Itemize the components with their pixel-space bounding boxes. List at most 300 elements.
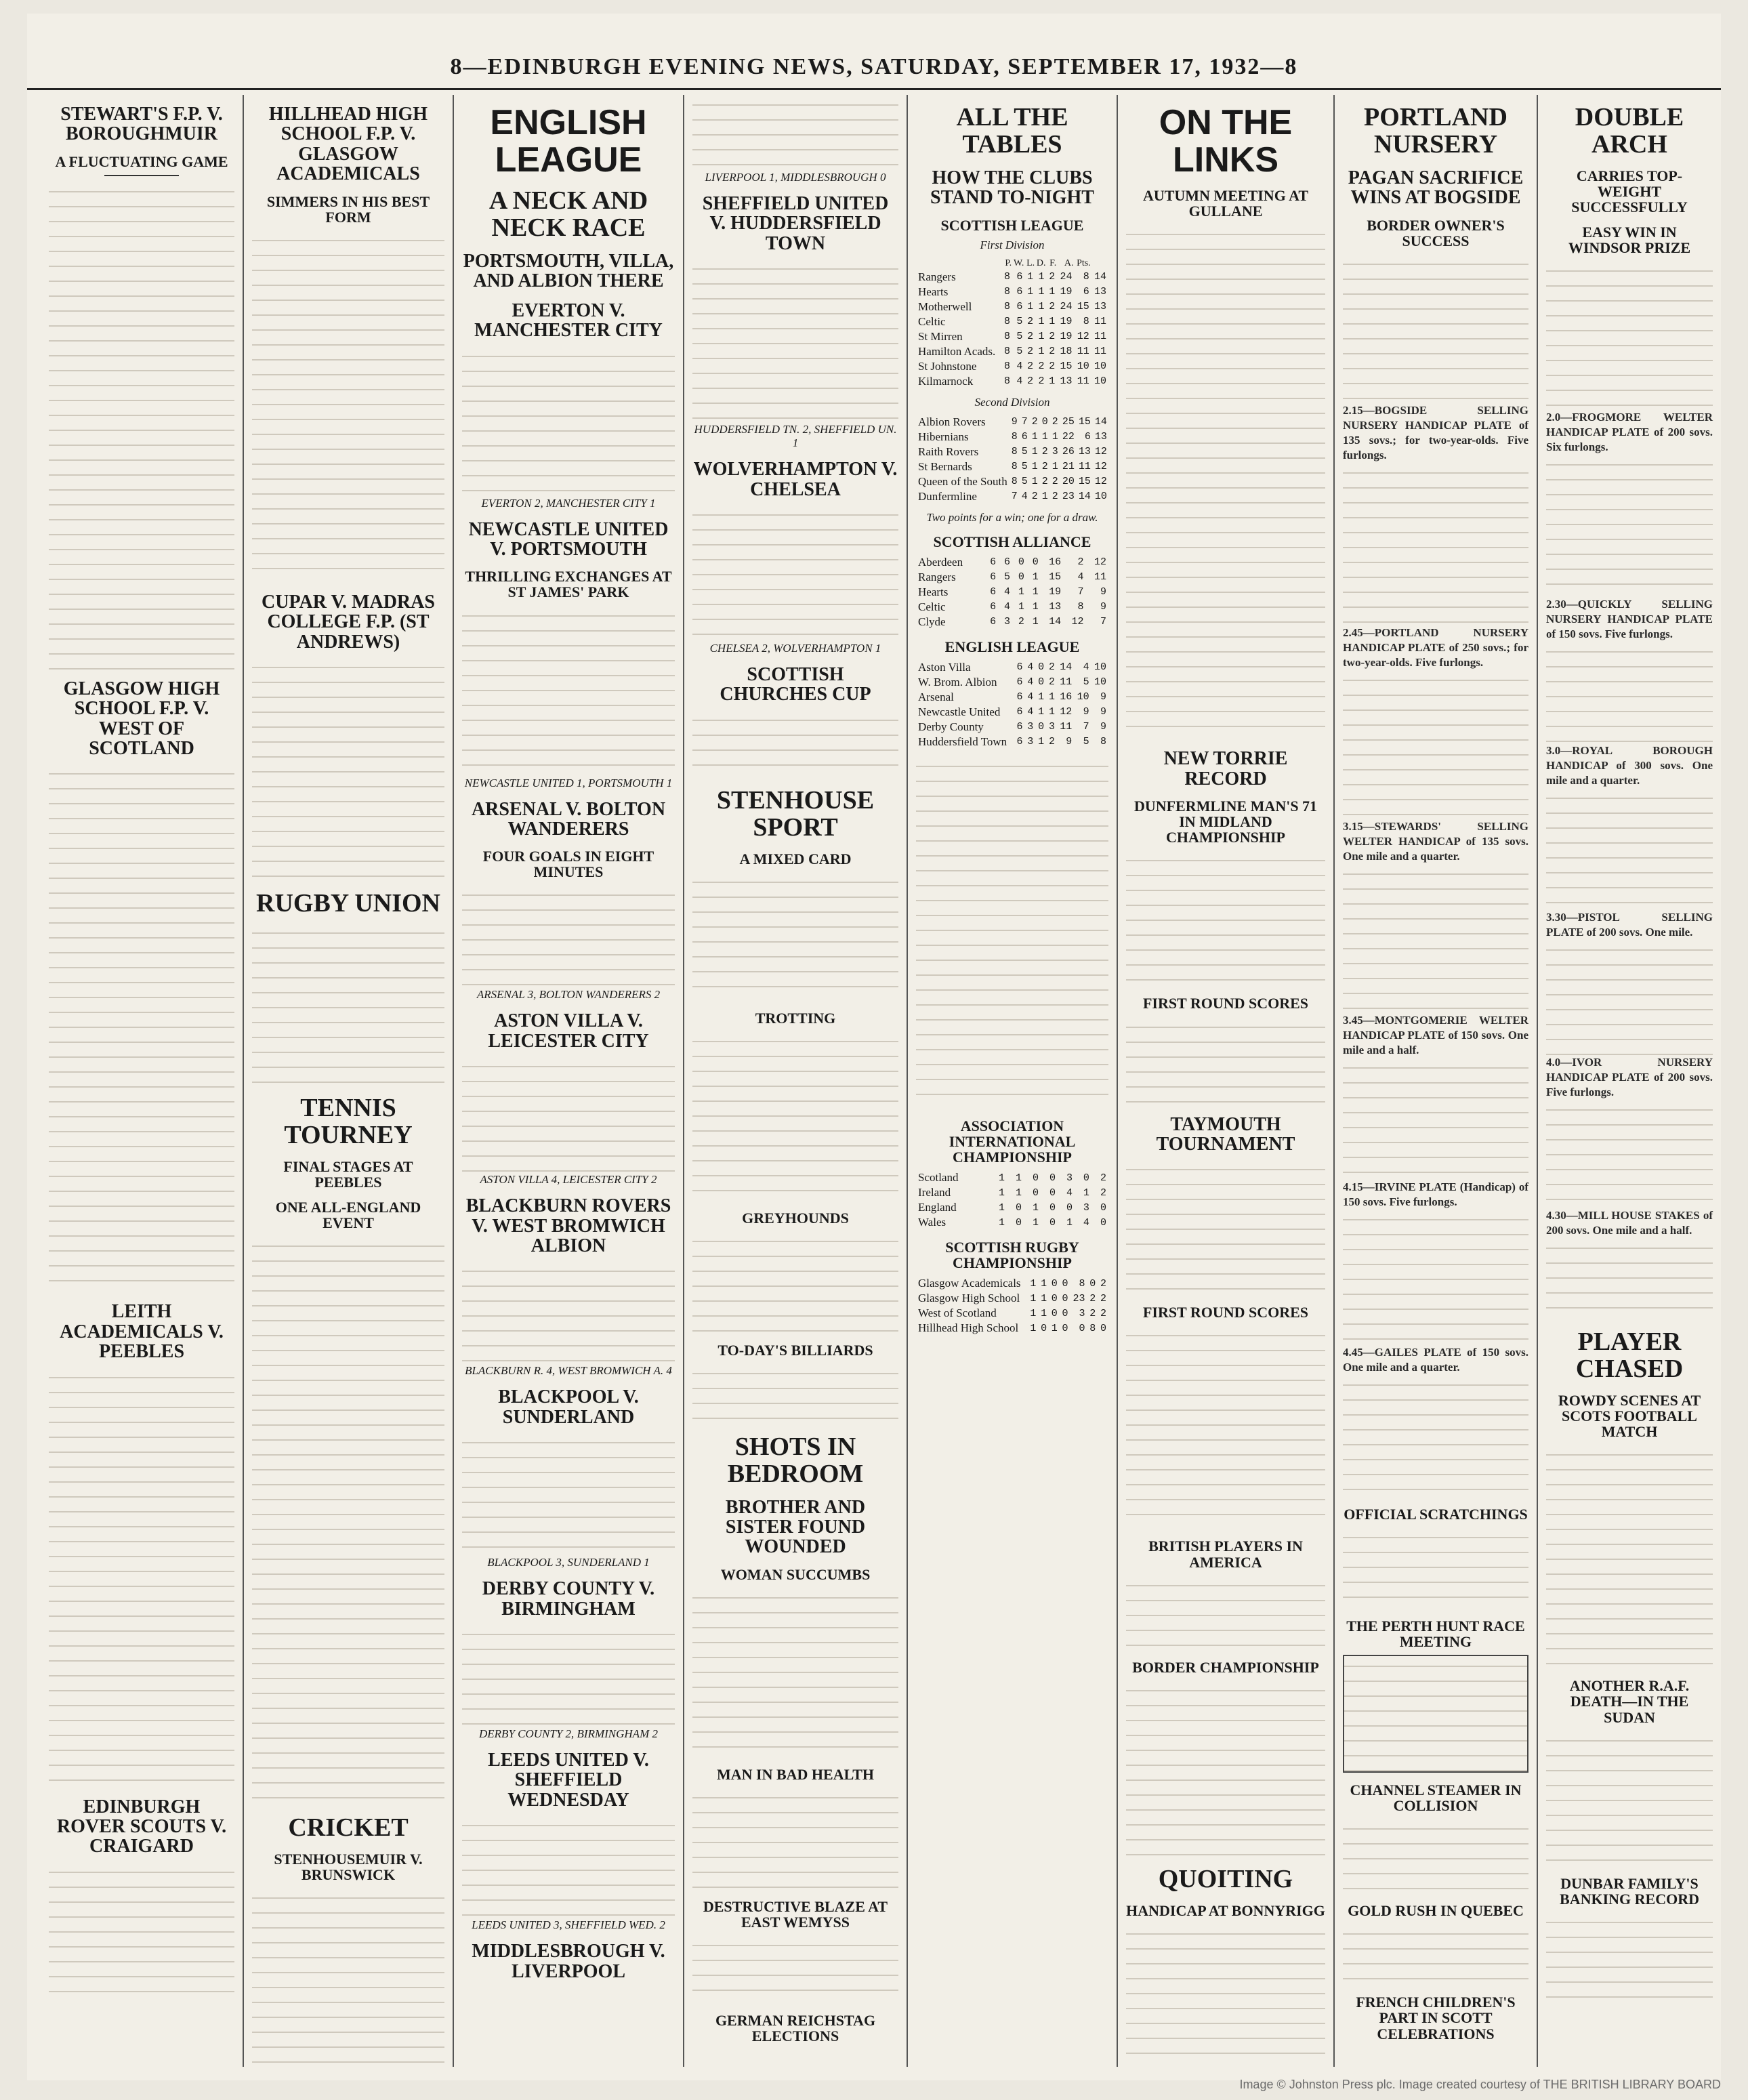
divider <box>104 175 179 176</box>
stat-cell: 2 <box>1041 461 1048 473</box>
stat-cell: 6 <box>1003 556 1010 569</box>
article-body <box>49 764 234 1292</box>
race-card <box>1343 1058 1528 1180</box>
stat-cell: 1 <box>1038 316 1045 328</box>
article-body <box>692 710 898 778</box>
stat-cell: 1 <box>1041 1292 1047 1304</box>
table-row <box>916 600 1108 615</box>
headline: SCOTTISH CHURCHES CUP <box>720 663 871 705</box>
team-name: West of Scotland <box>918 1306 997 1320</box>
subheadline: CARRIES TOP-WEIGHT SUCCESSFULLY <box>1571 167 1688 215</box>
stat-cell: 10 <box>1094 375 1106 388</box>
table-row <box>916 359 1108 374</box>
article-body <box>252 230 444 583</box>
stat-cell: 2 <box>1089 1307 1096 1319</box>
article-body <box>1546 261 1713 410</box>
stat-cell: 5 <box>1021 476 1028 488</box>
stat-cell: 6 <box>1016 676 1023 688</box>
stat-cell: 1 <box>1048 691 1055 703</box>
stat-cell: 4 <box>1016 361 1023 373</box>
subheadline: FOUR GOALS IN EIGHT MINUTES <box>482 848 654 881</box>
stat-cell: 2 <box>1100 1277 1106 1290</box>
column-7 <box>1335 95 1538 2067</box>
team-name: Hibernians <box>918 430 969 443</box>
stat-cell: 1 <box>999 1216 1005 1229</box>
stat-cell: 3 <box>1066 1172 1073 1184</box>
stat-cell: 1 <box>1049 286 1056 298</box>
race-card <box>1546 642 1713 743</box>
subheadline: FINAL STAGES AT PEEBLES <box>283 1157 413 1191</box>
stat-cell: 21 <box>1062 461 1075 473</box>
stat-cell: 3 <box>1079 1307 1085 1319</box>
stat-cell: 7 <box>1011 491 1018 503</box>
stat-cell: 9 <box>1100 586 1106 598</box>
subheadline: PAGAN SACRIFICE WINS AT BOGSIDE <box>1348 167 1524 209</box>
stat-cell: 12 <box>1077 331 1089 343</box>
article-body <box>692 872 898 1001</box>
stat-cell: 12 <box>1094 461 1107 473</box>
division-label: Second Division <box>974 395 1050 409</box>
stat-cell: 15 <box>1060 361 1073 373</box>
stat-cell: 3 <box>1003 616 1010 628</box>
article-body <box>252 923 444 1086</box>
table-row <box>916 415 1109 430</box>
team-name: Rangers <box>918 270 956 283</box>
stat-cell: 26 <box>1062 446 1075 458</box>
stat-cell: 14 <box>1049 616 1062 628</box>
stat-cell: 1 <box>1049 375 1056 388</box>
stat-cell: 1 <box>1051 1322 1058 1334</box>
team-name: Aston Villa <box>918 660 971 674</box>
english-league-table <box>916 660 1108 749</box>
team-name: Albion Rovers <box>918 415 986 428</box>
stat-cell: 2 <box>1031 491 1038 503</box>
stat-cell: 23 <box>1062 491 1075 503</box>
headline: QUOITING <box>1158 1864 1293 1893</box>
stat-cell: 19 <box>1060 331 1073 343</box>
team-name: England <box>918 1201 957 1214</box>
team-name: St Bernards <box>918 459 972 473</box>
stat-cell: 8 <box>1004 316 1011 328</box>
stat-cell: 4 <box>1003 601 1010 613</box>
stat-cell: 1 <box>1041 491 1048 503</box>
subheadline: HANDICAP AT BONNYRIGG <box>1126 1901 1325 1919</box>
race-card <box>1343 463 1528 625</box>
stat-cell: 0 <box>1051 1292 1058 1304</box>
stat-cell: 1 <box>1049 316 1056 328</box>
stat-cell: 7 <box>1100 616 1106 628</box>
stat-cell: 2 <box>1048 676 1055 688</box>
stat-cell: 2 <box>1038 375 1045 388</box>
team-name: Queen of the South <box>918 474 1007 488</box>
column-5 <box>908 95 1118 2067</box>
stat-cell: 1 <box>1032 616 1039 628</box>
result: HUDDERSFIELD TN. 2, SHEFFIELD UN. 1 <box>694 423 897 450</box>
stat-cell: 11 <box>1094 316 1106 328</box>
stat-cell: 8 <box>1004 331 1011 343</box>
stat-cell: 15 <box>1077 301 1089 313</box>
table-row <box>916 1215 1108 1230</box>
stat-cell: 2 <box>1049 271 1056 283</box>
stat-cell: 1 <box>1048 706 1055 718</box>
stat-cell: 1 <box>1066 1216 1073 1229</box>
stat-cell: 0 <box>1049 1201 1056 1214</box>
race-card <box>1343 1210 1528 1345</box>
subheadline: A MIXED CARD <box>739 850 852 867</box>
article-body <box>462 1815 675 1917</box>
stat-cell: 7 <box>1077 586 1084 598</box>
stat-cell: 19 <box>1060 316 1073 328</box>
stat-cell: 2 <box>1077 556 1084 569</box>
column-3 <box>454 95 684 2067</box>
article-body <box>252 1888 444 2067</box>
race-heading: 4.45—GAILES PLATE of 150 sovs. One mile and a quarter. <box>1343 1345 1528 1374</box>
stat-cell: 0 <box>1015 1216 1022 1229</box>
stat-cell: 2 <box>1018 616 1024 628</box>
team-name: Glasgow Academicals <box>918 1277 1021 1290</box>
column-header: F. <box>1049 258 1057 268</box>
stat-cell: 0 <box>1015 1201 1022 1214</box>
stat-cell: 1 <box>999 1172 1005 1184</box>
headline: TENNIS TOURNEY <box>284 1093 413 1149</box>
race-heading: 4.15—IRVINE PLATE (Handicap) of 150 sovs. Five furlongs. <box>1343 1180 1528 1208</box>
headline: THE PERTH HUNT RACE MEETING <box>1346 1617 1525 1650</box>
stat-cell: 9 <box>1100 601 1106 613</box>
team-name: Rangers <box>918 570 956 583</box>
stat-cell: 13 <box>1078 446 1091 458</box>
stat-cell: 6 <box>990 571 997 583</box>
stat-cell: 2 <box>1100 1172 1106 1184</box>
column-header <box>916 258 1001 270</box>
stat-cell: 1 <box>1030 1277 1037 1290</box>
stat-cell: 3 <box>1027 721 1034 733</box>
table-row <box>916 735 1108 749</box>
stat-cell: 2 <box>1038 361 1045 373</box>
stat-cell: 0 <box>1032 1187 1039 1199</box>
headline: GREYHOUNDS <box>742 1209 849 1227</box>
subheadline: ONE ALL-ENGLAND EVENT <box>275 1198 421 1231</box>
headline: ON THE LINKS <box>1159 103 1293 180</box>
stat-cell: 8 <box>1100 736 1106 748</box>
stat-cell: 1 <box>1032 601 1039 613</box>
article-body <box>462 1056 675 1172</box>
stat-cell: 8 <box>1011 446 1018 458</box>
stat-cell: 1 <box>1015 1187 1022 1199</box>
headline: GOLD RUSH IN QUEBEC <box>1348 1902 1524 1920</box>
stat-cell: 1 <box>1038 736 1045 748</box>
table-row <box>916 660 1108 675</box>
race-heading: 3.15—STEWARDS' SELLING WELTER HANDICAP of 135 sovs. One mile and a quarter. <box>1343 819 1528 863</box>
stat-cell: 10 <box>1077 361 1089 373</box>
stat-cell: 15 <box>1078 476 1091 488</box>
table-title: SCOTTISH RUGBY CHAMPIONSHIP <box>945 1239 1079 1272</box>
subheadline: THRILLING EXCHANGES AT ST JAMES' PARK <box>465 568 672 601</box>
article-body <box>1546 1731 1713 1866</box>
article-body <box>1126 224 1325 739</box>
match-heading: BLACKBURN ROVERS V. WEST BROMWICH ALBION <box>465 1195 671 1257</box>
article-body <box>1343 1819 1528 1893</box>
table-row <box>916 585 1108 600</box>
stat-cell: 6 <box>1083 286 1089 298</box>
article-body <box>1126 1159 1325 1295</box>
column-2 <box>244 95 454 2067</box>
article-body <box>462 346 675 495</box>
stat-cell: 4 <box>1021 491 1028 503</box>
table-row <box>916 720 1108 735</box>
stat-cell: 11 <box>1060 721 1073 733</box>
stat-cell: 12 <box>1094 446 1107 458</box>
stat-cell: 0 <box>1049 1187 1056 1199</box>
stat-cell: 12 <box>1071 616 1084 628</box>
stat-cell: 12 <box>1060 706 1073 718</box>
headline: ENGLISH LEAGUE <box>490 103 647 180</box>
race-heading: 3.30—PISTOL SELLING PLATE of 200 sovs. One mile. <box>1546 911 1713 939</box>
team-name: Dunfermline <box>918 489 977 503</box>
table-row <box>916 615 1108 630</box>
scottish-league-first-division-table <box>916 258 1108 389</box>
stat-cell: 1 <box>1032 586 1039 598</box>
newspaper-page <box>27 14 1721 2080</box>
stat-cell: 1 <box>1031 431 1038 443</box>
stat-cell: 6 <box>1016 301 1023 313</box>
team-name: Celtic <box>918 314 946 328</box>
stat-cell: 16 <box>1060 691 1073 703</box>
stat-cell: 1 <box>1031 461 1038 473</box>
result: LEEDS UNITED 3, SHEFFIELD WED. 2 <box>472 1918 665 1932</box>
table-row <box>916 430 1109 445</box>
race-card <box>1343 1375 1528 1497</box>
team-name: St Johnstone <box>918 359 977 373</box>
race-heading: 4.0—IVOR NURSERY HANDICAP PLATE of 200 sovs. Five furlongs. <box>1546 1056 1713 1099</box>
stat-cell: 0 <box>1032 556 1039 569</box>
headline: ANOTHER R.A.F. DEATH—IN THE SUDAN <box>1569 1677 1690 1726</box>
headline: RUGBY UNION <box>256 888 440 918</box>
stat-cell: 9 <box>1100 706 1106 718</box>
race-heading: 3.0—ROYAL BOROUGH HANDICAP of 300 sovs. One mile and a quarter. <box>1546 744 1713 787</box>
stat-cell: 1 <box>1015 1172 1022 1184</box>
article-body <box>462 1433 675 1555</box>
article-body <box>1126 1017 1325 1105</box>
stat-cell: 5 <box>1021 446 1028 458</box>
article-body <box>692 1231 898 1333</box>
stat-cell: 6 <box>1016 706 1023 718</box>
stat-cell: 25 <box>1062 416 1075 428</box>
international-championship-table <box>916 1170 1108 1230</box>
article-body <box>252 1236 444 1805</box>
article-body <box>462 885 675 987</box>
article-body <box>1343 254 1528 403</box>
stat-cell: 23 <box>1073 1292 1085 1304</box>
subheadline: AUTUMN MEETING AT GULLANE <box>1142 187 1309 220</box>
column-6 <box>1118 95 1335 2067</box>
stat-cell: 10 <box>1094 361 1106 373</box>
headline: FRENCH CHILDREN'S PART IN SCOTT CELEBRATIONS <box>1356 1994 1516 2042</box>
headline: CHANNEL STEAMER IN COLLISION <box>1350 1782 1522 1815</box>
headline: STENHOUSE SPORT <box>716 785 875 842</box>
headline: HILLHEAD HIGH SCHOOL F.P. V. GLASGOW ACADEMICALS <box>268 104 428 185</box>
stat-cell: 2 <box>1100 1187 1106 1199</box>
stat-cell: 2 <box>1027 375 1034 388</box>
team-name: Hillhead High School <box>918 1321 1019 1335</box>
table-title: ASSOCIATION INTERNATIONAL CHAMPIONSHIP <box>949 1117 1076 1166</box>
team-name: Motherwell <box>918 300 972 313</box>
stat-cell: 13 <box>1060 375 1073 388</box>
stat-cell: 0 <box>1062 1322 1068 1334</box>
table-row <box>916 1306 1108 1321</box>
subheadline: A NECK AND NECK RACE <box>488 186 648 243</box>
table-row <box>916 374 1108 389</box>
stat-cell: 0 <box>1083 1172 1089 1184</box>
stat-cell: 1 <box>1018 586 1024 598</box>
stat-cell: 6 <box>1021 431 1028 443</box>
team-name: Hearts <box>918 285 949 298</box>
stat-cell: 10 <box>1094 661 1106 674</box>
stat-cell: 19 <box>1049 586 1062 598</box>
stat-cell: 0 <box>1079 1322 1085 1334</box>
column-4 <box>684 95 908 2067</box>
headline: TAYMOUTH TOURNAMENT <box>1156 1113 1295 1155</box>
stat-cell: 15 <box>1078 416 1091 428</box>
stat-cell: 2 <box>1049 361 1056 373</box>
subheadline: A FLUCTUATING GAME <box>55 152 228 170</box>
headline: CRICKET <box>288 1813 409 1842</box>
race-heading: 3.45—MONTGOMERIE WELTER HANDICAP PLATE of 150 sovs. One mile and a half. <box>1343 1013 1528 1056</box>
headline: PORTLAND NURSERY <box>1364 103 1507 159</box>
table-row <box>916 1170 1108 1185</box>
stat-cell: 0 <box>1038 721 1045 733</box>
headline: GLASGOW HIGH SCHOOL F.P. V. WEST OF SCOTLAND <box>63 678 220 760</box>
stat-cell: 24 <box>1060 271 1073 283</box>
stat-cell: 11 <box>1077 375 1089 388</box>
stat-cell: 0 <box>1049 1216 1056 1229</box>
table-row <box>916 1321 1108 1336</box>
stat-cell: 8 <box>1011 431 1018 443</box>
column-header: L. <box>1026 258 1035 268</box>
article-body <box>692 95 898 169</box>
headline: SHOTS IN BEDROOM <box>727 1432 864 1488</box>
article-body <box>692 1363 898 1424</box>
column-8 <box>1538 95 1721 2067</box>
table-row <box>916 705 1108 720</box>
stat-cell: 13 <box>1094 301 1106 313</box>
article-body <box>1126 850 1325 986</box>
headline: OFFICIAL SCRATCHINGS <box>1344 1505 1528 1523</box>
stat-cell: 14 <box>1094 416 1107 428</box>
team-name: Arsenal <box>918 690 954 703</box>
match-heading: MIDDLESBROUGH V. LIVERPOOL <box>472 1941 665 1982</box>
stat-cell: 6 <box>990 556 997 569</box>
stat-cell: 8 <box>1004 346 1011 358</box>
stat-cell: 0 <box>1100 1201 1106 1214</box>
article-body <box>1126 1325 1325 1529</box>
table-row <box>916 1276 1108 1291</box>
team-name: St Mirren <box>918 329 963 343</box>
stat-cell: 20 <box>1062 476 1075 488</box>
article-body <box>462 606 675 775</box>
stat-cell: 6 <box>1016 736 1023 748</box>
stat-cell: 1 <box>1027 301 1034 313</box>
team-name: Scotland <box>918 1171 959 1185</box>
subheadline: STENHOUSEMUIR V. BRUNSWICK <box>274 1850 423 1883</box>
race-card <box>1546 1100 1713 1208</box>
article-body <box>1343 1924 1528 1985</box>
stat-cell: 11 <box>1078 461 1091 473</box>
result: LIVERPOOL 1, MIDDLESBROUGH 0 <box>705 171 886 184</box>
stat-cell: 3 <box>1048 721 1055 733</box>
table-row <box>916 270 1108 285</box>
table-row <box>916 690 1108 705</box>
table-row <box>916 344 1108 359</box>
stat-cell: 2 <box>1041 446 1048 458</box>
stat-cell: 1 <box>1027 271 1034 283</box>
headline: GERMAN REICHSTAG ELECTIONS <box>715 2012 876 2045</box>
article-body <box>49 182 234 670</box>
stat-cell: 0 <box>1041 1322 1047 1334</box>
stat-cell: 6 <box>1016 661 1023 674</box>
stat-cell: 8 <box>1004 286 1011 298</box>
table-row <box>916 555 1108 570</box>
subheadline: FIRST ROUND SCORES <box>1142 995 1309 1012</box>
table-title: SCOTTISH LEAGUE <box>940 216 1084 234</box>
stat-cell: 19 <box>1060 286 1073 298</box>
stat-cell: 0 <box>1100 1322 1106 1334</box>
stat-cell: 8 <box>1083 271 1089 283</box>
stat-cell: 9 <box>1100 721 1106 733</box>
stat-cell: 8 <box>1011 461 1018 473</box>
subheadline: WOMAN SUCCUMBS <box>720 1565 871 1583</box>
race-heading: 4.30—MILL HOUSE STAKES of 200 sovs. One mile and a half. <box>1546 1209 1713 1237</box>
stat-cell: 1 <box>1038 331 1045 343</box>
stat-cell: 6 <box>1084 431 1091 443</box>
column-header: D. <box>1036 258 1046 268</box>
headline: CUPAR V. MADRAS COLLEGE F.P. (ST ANDREWS) <box>262 591 435 653</box>
stat-cell: 0 <box>1066 1201 1073 1214</box>
table-row <box>916 314 1108 329</box>
stat-cell: 2 <box>1052 491 1058 503</box>
stat-cell: 1 <box>1031 446 1038 458</box>
stat-cell: 2 <box>1027 331 1034 343</box>
team-name: Wales <box>918 1216 946 1229</box>
scottish-alliance-table <box>916 555 1108 630</box>
result: BLACKBURN R. 4, WEST BROMWICH A. 4 <box>465 1364 672 1378</box>
stat-cell: 4 <box>1083 661 1089 674</box>
team-name: Glasgow High School <box>918 1292 1020 1305</box>
match-heading: BLACKPOOL V. SUNDERLAND <box>498 1386 639 1428</box>
subheadline: PORTSMOUTH, VILLA, AND ALBION THERE <box>463 250 674 292</box>
article-body <box>1126 1681 1325 1857</box>
stat-cell: 6 <box>990 601 997 613</box>
stat-cell: 5 <box>1016 316 1023 328</box>
stat-cell: 13 <box>1049 601 1062 613</box>
stat-cell: 4 <box>1027 691 1034 703</box>
table-row <box>916 445 1109 459</box>
stat-cell: 0 <box>1038 661 1045 674</box>
headline: LEITH ACADEMICALS V. PEEBLES <box>60 1301 224 1363</box>
stat-cell: 7 <box>1083 721 1089 733</box>
stat-cell: 0 <box>1018 556 1024 569</box>
stat-cell: 5 <box>1016 331 1023 343</box>
table-row <box>916 300 1108 314</box>
stat-cell: 4 <box>1077 571 1084 583</box>
article-body <box>49 1862 234 1998</box>
subheadline: EASY WIN IN WINDSOR PRIZE <box>1568 224 1691 257</box>
stat-cell: 4 <box>1066 1187 1073 1199</box>
stat-cell: 1 <box>1038 346 1045 358</box>
stat-cell: 1 <box>1032 1201 1039 1214</box>
stat-cell: 5 <box>1016 346 1023 358</box>
headline: TO-DAY'S BILLIARDS <box>717 1341 873 1359</box>
race-heading: 2.15—BOGSIDE SELLING NURSERY HANDICAP PLATE of 135 sovs.; for two-year-olds. Five furlongs. <box>1343 403 1528 461</box>
